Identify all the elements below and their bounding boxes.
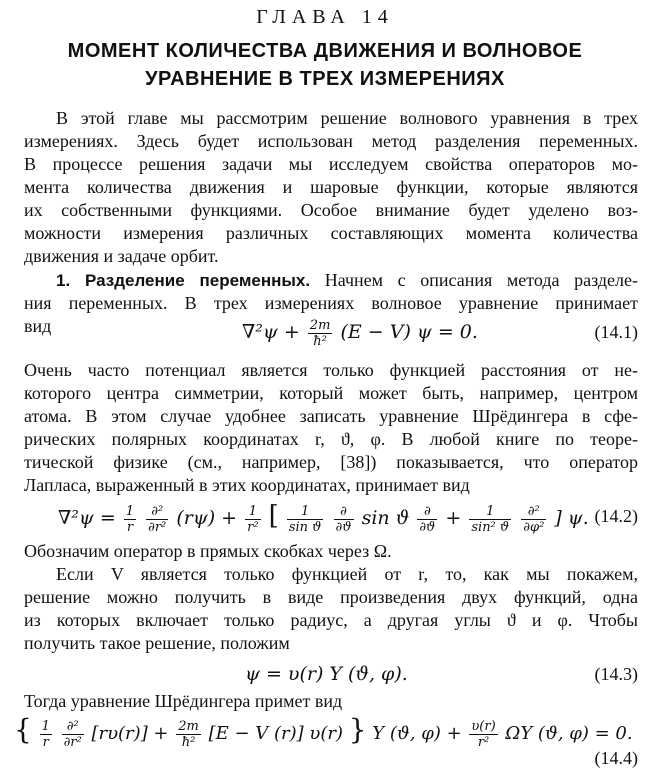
section-line: вид (24, 316, 52, 336)
paragraph-line: из которых включает только радиус, а другая углы ϑ и φ. Чтобы (24, 610, 638, 630)
paragraph-line: решение можно получить в виде произведения двух функций, одна (24, 587, 638, 607)
equation-number: (14.4) (594, 748, 638, 768)
equation-number: (14.1) (594, 322, 638, 342)
section-heading: 1. Разделение переменных. (56, 271, 311, 290)
paragraph-line: тической физике (см., например, [38]) показывается, что оператор (24, 452, 638, 472)
equation-number: (14.3) (594, 664, 638, 684)
equation-number: (14.2) (594, 506, 638, 526)
paragraph-line: Тогда уравнение Шрёдингера примет вид (24, 691, 343, 711)
paragraph-line: Лапласа, выраженный в этих координатах, принимает вид (24, 475, 470, 495)
equation-14-3: ψ = υ(r) Y (ϑ, φ). (245, 663, 408, 685)
equation-14-2: ∇²ψ = $\frac{1}{r}$ $\frac{\text{∂²}}{\text{∂r²}}$ (rψ) + $\frac{1}{\text{r²}}$ [ $\frac{1}{\text{sin ϑ}}$ $\frac{\partial}{\partial ϑ}$ sin ϑ $\frac{\partial}{\partial ϑ}$ + $\frac{1}{\text{sin² ϑ}}$ $\frac{\text{∂²}}{\text{∂φ²}}$ ] ψ. (58, 501, 589, 535)
chapter-title-line-2: УРАВНЕНИЕ В ТРЕХ ИЗМЕРЕНИЯХ (145, 68, 505, 90)
paragraph-line: рических полярных координатах r, ϑ, φ. В любой книге по теоре- (24, 429, 638, 449)
intro-line: мента количества движения и шаровые функции, которые являются (24, 177, 638, 197)
equation-14-1: ∇²ψ + $\frac{2m}{\text{ħ²}}$ (E − V) ψ = 0. (242, 317, 478, 349)
intro-line: измерениях. Здесь будет использован метод разделения переменных. (24, 131, 638, 151)
paragraph-line: Обозначим оператор в прямых скобках через Ω. (24, 541, 392, 561)
section-line: ния переменных. В трех измерениях волновое уравнение принимает (24, 293, 638, 313)
section-line (56, 268, 638, 292)
paragraph-line: получить такое решение, положим (24, 633, 290, 653)
paragraph-line: Если V является только функцией от r, то, как мы покажем, (56, 564, 638, 584)
chapter-heading: ГЛАВА 14 (256, 6, 394, 28)
paragraph-line: Очень часто потенциал является только функцией расстояния от не- (24, 360, 638, 380)
section-text: Начнем с описания метода разделе- (324, 270, 638, 290)
intro-line: движения и задаче орбит. (24, 246, 219, 266)
intro-line: их собственными функциями. Особое внимание будет уделено воз- (24, 200, 638, 220)
paragraph-line: атома. В этом случае удобнее записать уравнение Шрёдингера в сфе- (24, 406, 638, 426)
paragraph-line: которого центра симметрии, который может быть, например, центром (24, 383, 638, 403)
intro-line: В этой главе мы рассмотрим решение волнового уравнения в трех (56, 108, 638, 128)
chapter-title-line-1: МОМЕНТ КОЛИЧЕСТВА ДВИЖЕНИЯ И ВОЛНОВОЕ (67, 40, 583, 62)
intro-line: можности измерения различных составляющих момента количества (24, 223, 638, 243)
intro-line: В процессе решения задачи мы исследуем свойства операторов мо- (24, 154, 638, 174)
equation-14-4: { $\frac{1}{r}$ $\frac{\text{∂²}}{\text{∂r²}}$ [rυ(r)] + $\frac{2m}{\text{ħ²}}$ [E − V (r)] υ(r) } Y (ϑ, φ) + $\frac{\upsilon(r)}{\text{r²}}$ ΩY (ϑ, φ) = 0. (14, 713, 633, 750)
